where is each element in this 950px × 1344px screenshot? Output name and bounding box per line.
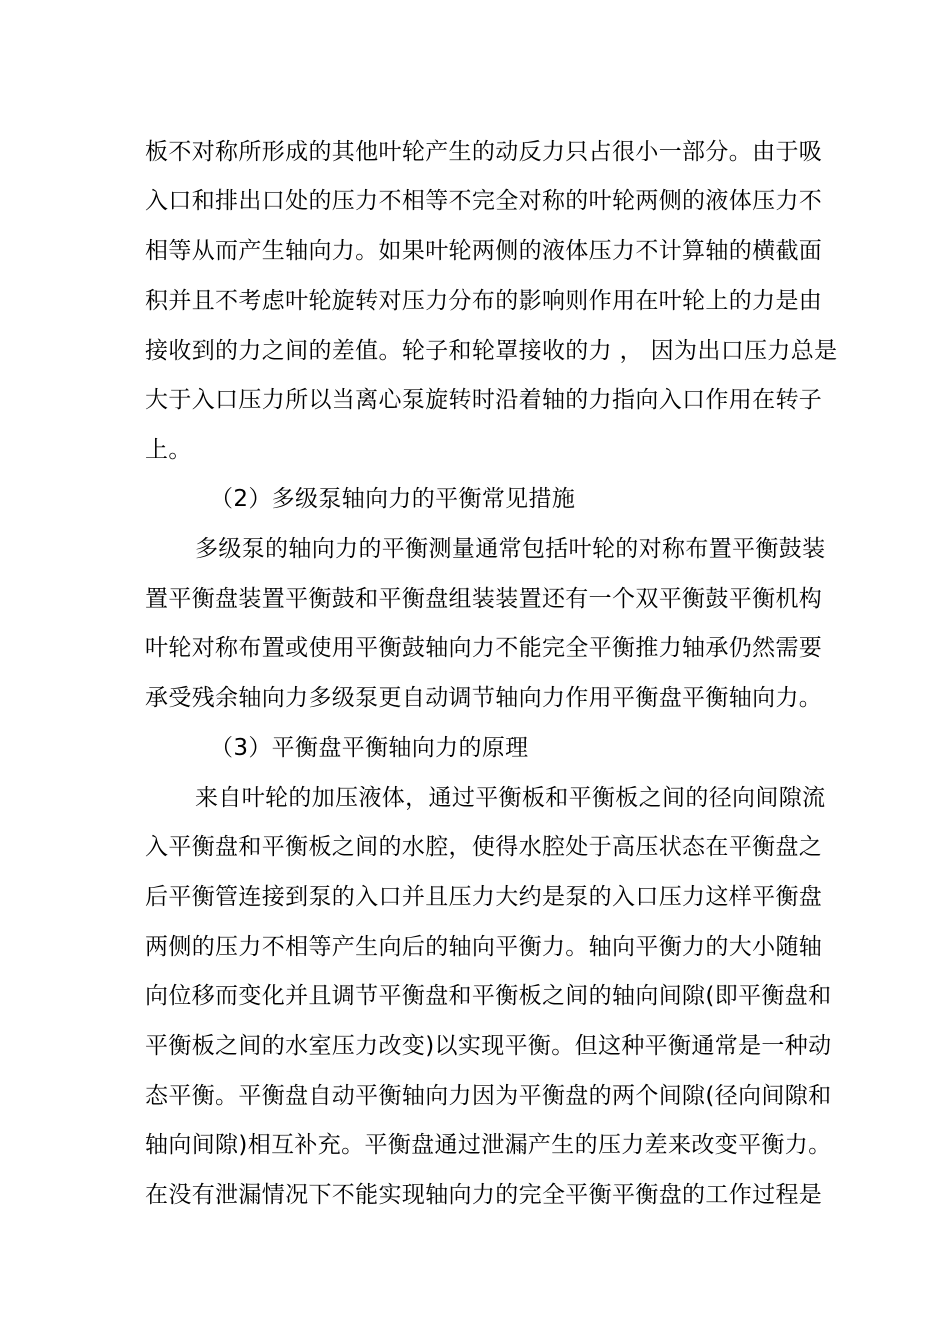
paragraph-line: 大于入口压力所以当离心泵旋转时沿着轴的力指向入口作用在转子 (145, 387, 823, 413)
paragraph-line: 多级泵的轴向力的平衡测量通常包括叶轮的对称布置平衡鼓装 (195, 536, 826, 562)
paragraph-line: 积并且不考虑叶轮旋转对压力分布的影响则作用在叶轮上的力是由 (145, 288, 823, 314)
paragraph-line: 入平衡盘和平衡板之间的水腔，使得水腔处于高压状态在平衡盘之 (145, 834, 823, 860)
paragraph-line: 接收到的力之间的差值。轮子和轮罩接收的力 ， 因为出口压力总是 (145, 338, 838, 364)
section-heading: （2）多级泵轴向力的平衡常见措施 (210, 486, 576, 512)
paragraph-line: 平衡板之间的水室压力改变)以实现平衡。但这种平衡通常是一种动 (145, 1033, 832, 1059)
paragraph-line: 承受残余轴向力多级泵更自动调节轴向力作用平衡盘平衡轴向力。 (145, 685, 823, 711)
paragraph-line: 相等从而产生轴向力。如果叶轮两侧的液体压力不计算轴的横截面 (145, 238, 823, 264)
paragraph-line: 在没有泄漏情况下不能实现轴向力的完全平衡平衡盘的工作过程是 (145, 1182, 823, 1208)
paragraph-line: 轴向间隙)相互补充。平衡盘通过泄漏产生的压力差来改变平衡力。 (145, 1132, 832, 1158)
section-heading: （3）平衡盘平衡轴向力的原理 (210, 735, 529, 761)
paragraph-line: 后平衡管连接到泵的入口并且压力大约是泵的入口压力这样平衡盘 (145, 884, 823, 910)
paragraph-line: 叶轮对称布置或使用平衡鼓轴向力不能完全平衡推力轴承仍然需要 (145, 635, 823, 661)
paragraph-line: 两侧的压力不相等产生向后的轴向平衡力。轴向平衡力的大小随轴 (145, 934, 823, 960)
paragraph-line: 向位移而变化并且调节平衡盘和平衡板之间的轴向间隙(即平衡盘和 (145, 983, 832, 1009)
paragraph-line: 上。 (145, 437, 192, 463)
paragraph-line: 入口和排出口处的压力不相等不完全对称的叶轮两侧的液体压力不 (145, 188, 823, 214)
paragraph-line: 置平衡盘装置平衡鼓和平衡盘组装装置还有一个双平衡鼓平衡机构 (145, 586, 823, 612)
paragraph-line: 板不对称所形成的其他叶轮产生的动反力只占很小一部分。由于吸 (145, 139, 823, 165)
paragraph-line: 来自叶轮的加压液体，通过平衡板和平衡板之间的径向间隙流 (195, 785, 826, 811)
paragraph-line: 态平衡。平衡盘自动平衡轴向力因为平衡盘的两个间隙(径向间隙和 (145, 1083, 832, 1109)
